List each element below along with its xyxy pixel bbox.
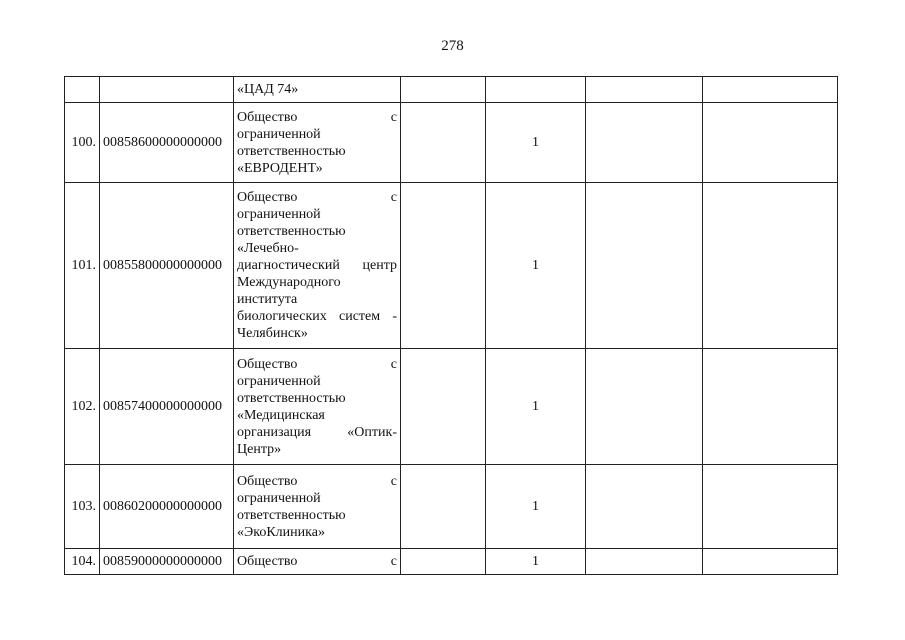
name-line: ответственностью [237,143,346,159]
name-line: ответственностью [237,507,346,523]
count-cell: 1 [486,349,586,465]
count-cell: 1 [486,103,586,183]
name-line: «ЭкоКлиника» [237,524,325,540]
name-line: «Лечебно- [237,241,299,256]
registry-code-cell: 00857400000000000 [100,349,234,465]
name-line: Общество с [237,356,397,372]
count-cell: 1 [486,549,586,575]
row-number-cell: 103. [65,465,100,549]
name-line: биологических систем - [237,309,397,324]
empty-cell [703,77,838,103]
organization-name-cell [234,549,401,575]
registry-code-cell: 00855800000000000 [100,183,234,349]
name-line: Центр» [237,441,282,457]
name-line: Общество с [237,109,397,125]
name-line: ответственностью [237,224,346,239]
name-line: ответственностью [237,390,346,406]
organization-name-cell [234,77,401,103]
empty-cell [703,103,838,183]
name-line: Общество с [237,473,397,489]
empty-cell [401,183,486,349]
table-row [65,465,838,549]
name-line: организация «Оптик- [237,424,397,440]
registry-code-cell [100,77,234,103]
organization-name-cell [234,103,401,183]
organization-name-cell [234,465,401,549]
name-line: ограниченной [237,490,321,506]
row-number-cell: 102. [65,349,100,465]
empty-cell [401,465,486,549]
name-line: института [237,292,298,307]
empty-cell [401,103,486,183]
empty-cell [703,183,838,349]
empty-cell [586,77,703,103]
name-line: Международного [237,275,341,290]
page-number: 278 [441,38,464,54]
name-line: ограниченной [237,373,321,389]
empty-cell [401,77,486,103]
empty-cell [586,349,703,465]
name-line: Общество с [237,190,397,205]
registry-code-cell: 00858600000000000 [100,103,234,183]
empty-cell [586,183,703,349]
empty-cell [401,549,486,575]
empty-cell [703,465,838,549]
row-number-cell: 101. [65,183,100,349]
name-line: Челябинск» [237,326,308,341]
name-line: диагностический центр [237,258,397,273]
name-line: ограниченной [237,207,321,222]
table-row [65,103,838,183]
empty-cell [703,549,838,575]
name-line: Общество с [237,554,397,569]
count-cell [486,77,586,103]
empty-cell [586,465,703,549]
name-line: «Медицинская [237,407,325,423]
count-cell: 1 [486,465,586,549]
empty-cell [586,549,703,575]
name-line: ограниченной [237,126,321,142]
table-row [65,77,838,103]
name-line: «ЦАД 74» [237,82,299,97]
table-row [65,183,838,349]
registry-code-cell: 00859000000000000 [100,549,234,575]
organization-name-cell [234,349,401,465]
empty-cell [586,103,703,183]
registry-code-cell: 00860200000000000 [100,465,234,549]
registry-table [64,76,838,575]
organization-name-cell [234,183,401,349]
name-line: «ЕВРОДЕНТ» [237,160,323,176]
empty-cell [703,349,838,465]
row-number-cell: 100. [65,103,100,183]
row-number-cell: 104. [65,549,100,575]
empty-cell [401,349,486,465]
count-cell: 1 [486,183,586,349]
row-number-cell [65,77,100,103]
table-row [65,349,838,465]
table-row [65,549,838,575]
